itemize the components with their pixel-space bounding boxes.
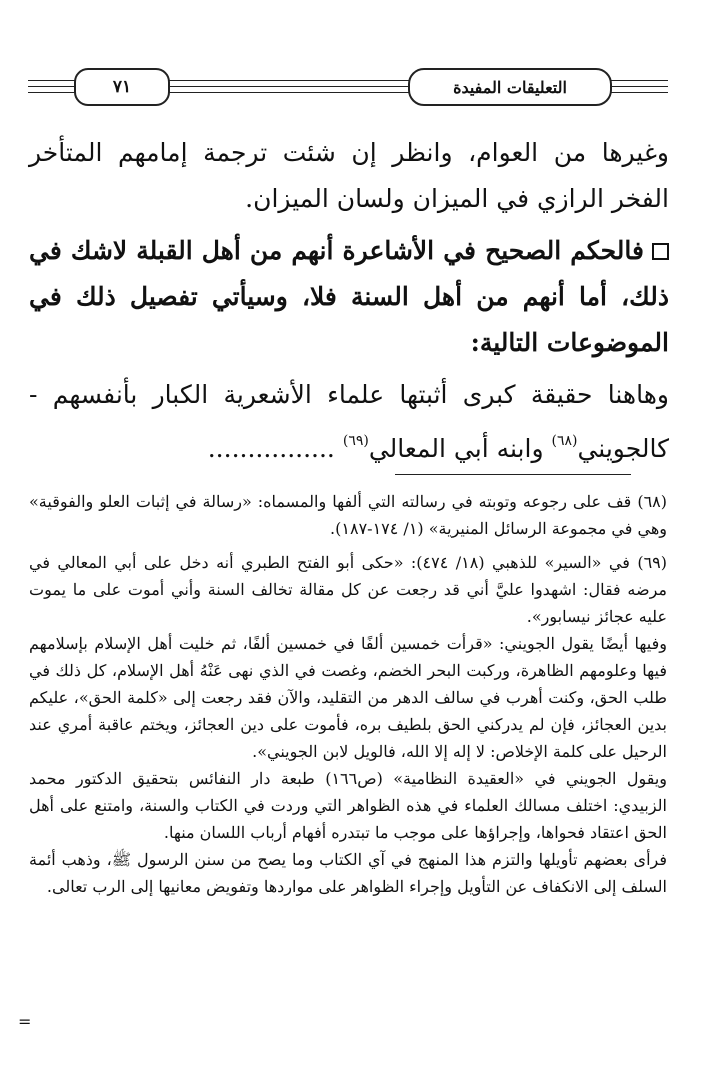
running-title: التعليقات المفيدة [408, 68, 612, 106]
main-paragraph-3 [29, 372, 669, 472]
square-bullet-icon [652, 243, 669, 260]
footnote-paragraph: وفيها أيضًا يقول الجويني: «قرأت خمسين ألفًا في خمسين ألفًا، ثم خليت أهل الإسلام بإسلامهم فيها وعلومهم الظاهرة، وركبت البحر الخضم، وغصت في الذي نهى عَنْهُ أهل الإسلام، كل ذلك في طلب الحق، وكنت أهرب في سالف الدهر من التقليد، والآن فقد رجعت إلى «كلمة الحق»، عليكم بدين العجائز، فإن لم يدركني الحق بلطيف بره، فأموت على دين العجائز، ويختم عاقبة أمري عند الرحيل على كلمة الإخلاص: لا إله إلا الله، فالويل لابن الجويني». [29, 634, 668, 761]
margin-mark: = [18, 1012, 32, 1031]
footnote-separator [395, 474, 631, 475]
footnote-number: (٦٨) [637, 492, 667, 511]
footnote-68 [29, 488, 667, 542]
main-paragraph-2-text: فالحكم الصحيح في الأشاعرة أنهم من أهل القبلة لاشك في ذلك، أما أنهم من أهل السنة فلا، وسيأتي تفصيل ذلك في الموضوعات التالية: [29, 236, 669, 357]
footnote-paragraph: فرأى بعضهم تأويلها والتزم هذا المنهج في آي الكتاب وما يصح من سنن الرسول ﷺ، وذهب أئمة السلف إلى الانكفاف عن التأويل وإجراء الظواهر على مواردها وتفويض معانيها إلى الرب تعالى. [29, 850, 667, 896]
main-paragraph-1: وغيرها من العوام، وانظر إن شئت ترجمة إمامهم المتأخر الفخر الرازي في الميزان ولسان الميزان. [29, 138, 669, 213]
footnote-text: في «السير» للذهبي (١٨/ ٤٧٤): «حكى أبو الفتح الطبري أنه دخل على أبي المعالي في مرضه فقال: اشهدوا عليَّ أني قد رجعت عن كل مقالة تخالف السنة وأني أموت على ما يموت عليه عجائز نيسابور». [29, 553, 667, 626]
footnote-number: (٦٩) [637, 553, 667, 572]
main-paragraph-3-text: وهاهنا حقيقة كبرى أثبتها علماء الأشعرية الكبار بأنفسهم - كالجويني [29, 380, 669, 463]
footnote-text: قف على رجوعه وتوبته في رسالته التي ألفها والمسماه: «رسالة في إثبات العلو والفوقية» وهي في مجموعة الرسائل المنيرية» (١/ ١٧٤-١٨٧). [29, 492, 667, 538]
footnote-paragraph [29, 549, 667, 630]
footnote-paragraph: ويقول الجويني في «العقيدة النظامية» (ص١٦٦) طبعة دار النفائس بتحقيق الدكتور محمد الزبيدي: اختلف مسالك العلماء في هذه الظواهر التي وردت في الكتاب والسنة، وامتنع على أهل الحق اعتقاد فحواها، وإجراؤها على موجب ما تبتدره أفهام أرباب اللسان منها. [29, 769, 667, 842]
footnote-69 [29, 549, 667, 900]
page-header [28, 68, 668, 110]
main-paragraph-2 [29, 228, 669, 366]
footnote-ref-68: (٦٨) [551, 433, 578, 449]
footnote-ref-69: (٦٩) [342, 433, 369, 449]
page-number: ٧١ [74, 68, 170, 106]
main-paragraph-3-mid: وابنه أبي المعالي [368, 434, 552, 463]
continuation-dots: ................ [207, 434, 343, 463]
